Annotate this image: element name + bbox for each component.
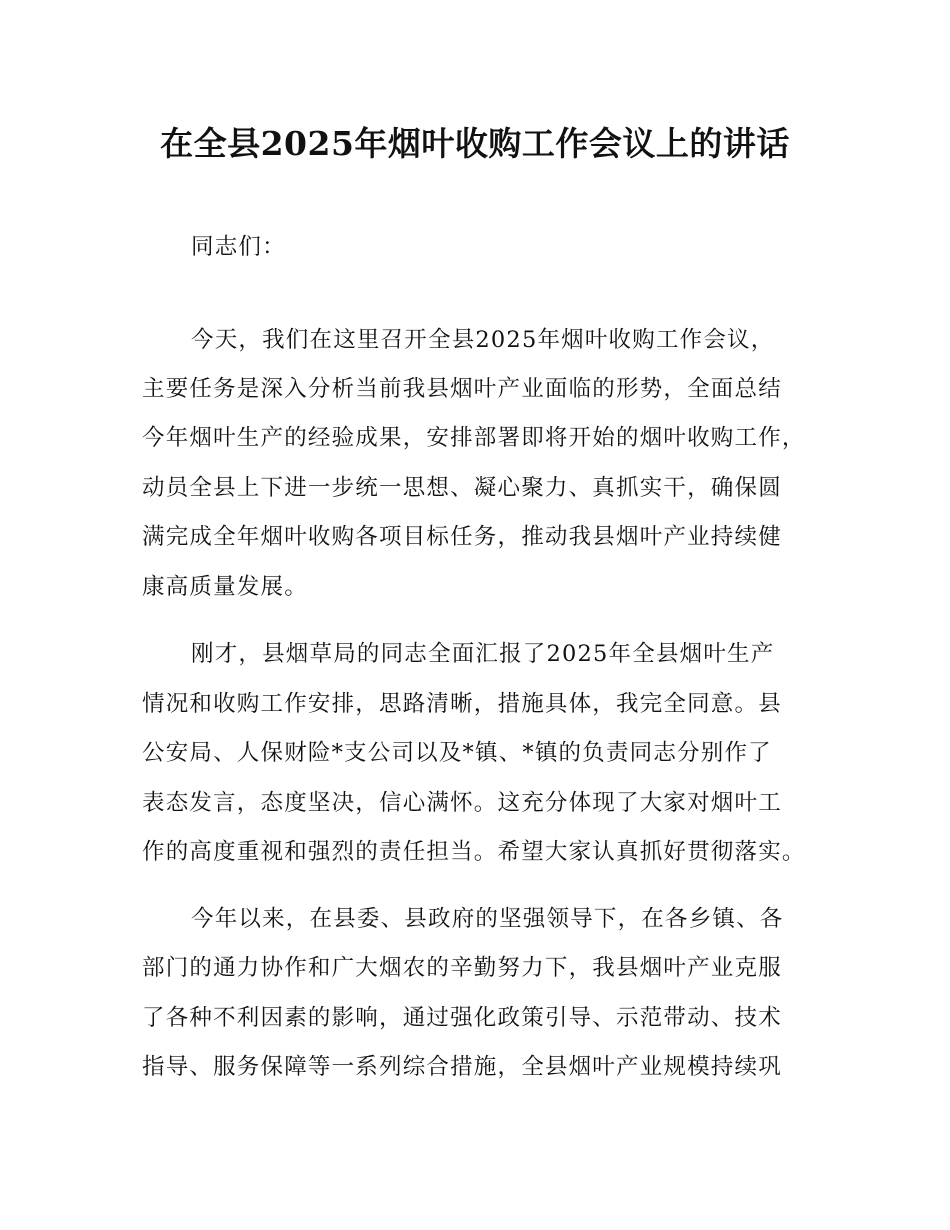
paragraph-line: 了各种不利因素的影响，通过强化政策引导、示范带动、技术	[142, 1005, 782, 1031]
paragraph-line: 指导、服务保障等一系列综合措施，全县烟叶产业规模持续巩	[142, 1054, 782, 1080]
paragraph-line: 今年烟叶生产的经验成果，安排部署即将开始的烟叶收购工作，	[142, 425, 806, 451]
paragraph-line: 康高质量发展。	[142, 574, 308, 600]
paragraph-line: 刚才，县烟草局的同志全面汇报了2025年全县烟叶生产	[191, 641, 775, 667]
paragraph-line: 情况和收购工作安排，思路清晰，措施具体，我完全同意。县	[142, 691, 782, 717]
paragraph-line: 主要任务是深入分析当前我县烟叶产业面临的形势，全面总结	[142, 376, 782, 402]
paragraph-line: 动员全县上下进一步统一思想、凝心聚力、真抓实干，确保圆	[142, 475, 782, 501]
paragraph-line: 表态发言，态度坚决，信心满怀。这充分体现了大家对烟叶工	[142, 790, 782, 816]
paragraph-line: 部门的通力协作和广大烟农的辛勤努力下，我县烟叶产业克服	[142, 955, 782, 981]
paragraph-line: 满完成全年烟叶收购各项目标任务，推动我县烟叶产业持续健	[142, 524, 782, 550]
paragraph-line: 公安局、人保财险*支公司以及*镇、*镇的负责同志分别作了	[142, 740, 772, 766]
paragraph-line: 今年以来，在县委、县政府的坚强领导下，在各乡镇、各	[191, 906, 784, 932]
paragraph-line: 今天，我们在这里召开全县2025年烟叶收购工作会议，	[191, 327, 775, 353]
salutation: 同志们：	[191, 234, 286, 260]
document-title: 在全县2025年烟叶收购工作会议上的讲话	[160, 124, 790, 163]
paragraph-line: 作的高度重视和强烈的责任担当。希望大家认真抓好贯彻落实。	[142, 839, 806, 865]
